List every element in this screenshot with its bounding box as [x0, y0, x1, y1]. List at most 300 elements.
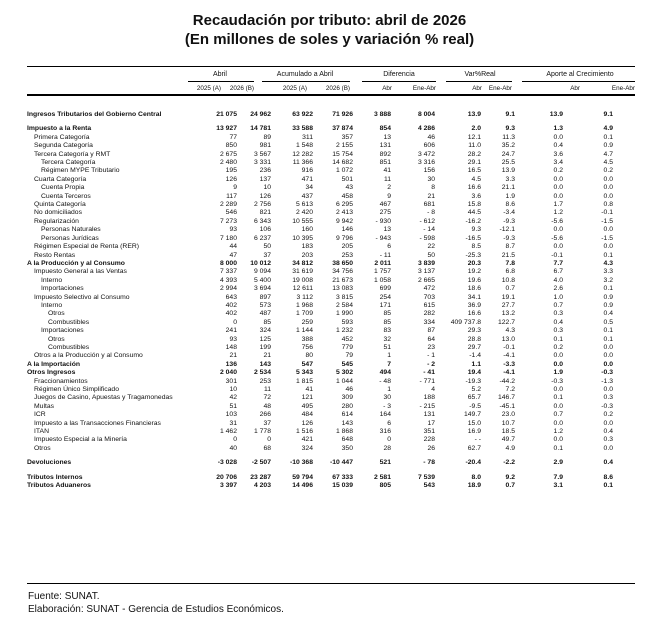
sub-header: Abr [472, 85, 482, 92]
cell-value: 7 539 [417, 473, 435, 481]
cell-value: 6 343 [253, 217, 271, 225]
cell-value: 3.1 [553, 482, 563, 490]
cell-value: 228 [423, 436, 435, 444]
cell-value: 14 682 [332, 159, 353, 167]
cell-value: 916 [301, 167, 313, 175]
cell-value: 253 [259, 377, 271, 385]
cell-value: - 215 [419, 402, 435, 410]
row-label: Multas [34, 402, 55, 410]
cell-value: -25.3 [465, 251, 481, 259]
sub-header: 2025 (A) [196, 85, 221, 92]
cell-value: 0.1 [553, 335, 563, 343]
cell-value: 821 [259, 209, 271, 217]
cell-value: -5.6 [551, 217, 563, 225]
cell-value: 467 [379, 201, 391, 209]
cell-value: 171 [379, 301, 391, 309]
cell-value: 0.0 [603, 444, 613, 452]
cell-value: 9.1 [603, 111, 613, 118]
cell-value: 15.0 [467, 419, 481, 427]
row-label: Primera Categoría [34, 133, 90, 141]
table-row [27, 201, 613, 209]
cell-value: 85 [383, 318, 391, 326]
cell-value: 10 395 [292, 234, 313, 242]
group-rule-diferencia [362, 81, 436, 82]
cell-value: 7.8 [505, 259, 515, 267]
cell-value: 0.0 [553, 184, 563, 192]
cell-value: 37 874 [332, 125, 353, 133]
cell-value: 79 [345, 352, 353, 360]
cell-value: 122.7 [497, 318, 515, 326]
cell-value: 494 [379, 369, 391, 377]
group-rule-var [446, 81, 512, 82]
cell-value: - 2 [427, 360, 435, 368]
cell-value: 0.0 [553, 226, 563, 234]
cell-value: 21 [263, 352, 271, 360]
row-label: Otros a la Producción y al Consumo [34, 352, 143, 360]
row-label: Otros Ingresos [27, 369, 76, 377]
cell-value: 15 754 [332, 150, 353, 158]
table-row [27, 285, 613, 293]
cell-value: 501 [341, 175, 353, 183]
cell-value: -10 368 [289, 459, 313, 467]
cell-value: 20.3 [467, 259, 481, 267]
cell-value: 1 516 [295, 428, 313, 436]
cell-value: 9 796 [335, 234, 353, 242]
cell-value: 3.4 [553, 159, 563, 167]
cell-value: 0.3 [553, 310, 563, 318]
cell-value: 67 333 [332, 473, 353, 481]
cell-value: - 598 [419, 234, 435, 242]
row-label: Devoluciones [27, 459, 72, 467]
cell-value: 241 [225, 327, 237, 335]
cell-value: -45.1 [499, 402, 515, 410]
cell-value: 11 [263, 386, 271, 393]
cell-value: 4.3 [603, 259, 613, 267]
cell-value: 7 180 [219, 234, 237, 242]
group-rule-aporte [522, 81, 635, 82]
cell-value: 19.6 [467, 276, 481, 284]
table-row [27, 327, 613, 335]
cell-value: 2 011 [374, 259, 391, 267]
cell-value: - 612 [419, 217, 435, 225]
cell-value: 21 [229, 352, 237, 360]
cell-value: 12 282 [292, 150, 313, 158]
cell-value: 421 [301, 436, 313, 444]
table-row [27, 193, 613, 201]
cell-value: 2 289 [219, 201, 237, 209]
cell-value: 87 [427, 327, 435, 335]
cell-value: 117 [226, 192, 237, 200]
cell-value: 59 794 [292, 473, 313, 481]
cell-value: 309 [341, 394, 353, 402]
row-label: Régimen Único Simplificado [34, 386, 119, 393]
cell-value: 545 [341, 360, 353, 368]
cell-value: 29.7 [467, 343, 481, 351]
row-label: Personas Jurídicas [41, 234, 99, 242]
cell-value: 648 [341, 436, 353, 444]
cell-value: 5 343 [295, 369, 313, 377]
cell-value: 3 472 [417, 150, 435, 158]
cell-value: 4 203 [253, 482, 271, 490]
table-row [27, 361, 613, 369]
cell-value: 13.9 [467, 111, 481, 118]
row-label: Impuesto General a las Ventas [34, 268, 127, 276]
cell-value: 0.0 [603, 243, 613, 251]
cell-value: 4.3 [505, 327, 515, 335]
cell-value: 593 [341, 318, 353, 326]
cell-value: 0.0 [603, 343, 613, 351]
cell-value: 41 [383, 167, 391, 175]
cell-value: 254 [379, 293, 391, 301]
cell-value: 131 [423, 411, 435, 419]
row-label: Regularización [34, 217, 79, 225]
cell-value: 316 [379, 428, 391, 436]
table-row [27, 344, 613, 352]
cell-value: 65.7 [467, 394, 481, 402]
cell-value: 0 [233, 436, 237, 444]
table-row [27, 134, 613, 142]
cell-value: 6 237 [253, 234, 271, 242]
cell-value: 3.2 [603, 276, 613, 284]
cell-value: 0.0 [553, 175, 563, 183]
cell-value: 0.0 [603, 184, 613, 192]
cell-value: 0.9 [603, 142, 613, 150]
cell-value: 7 337 [219, 268, 237, 276]
cell-value: 0.1 [603, 482, 613, 490]
cell-value: 0.7 [505, 285, 515, 293]
cell-value: 13.0 [501, 335, 515, 343]
cell-value: 1.7 [553, 201, 563, 209]
cell-value: 0.0 [553, 419, 563, 427]
cell-value: 0.4 [603, 459, 613, 467]
cell-value: 3 397 [219, 482, 237, 490]
table-row [27, 369, 613, 377]
row-label: Tercera Categoría [41, 159, 96, 167]
cell-value: 3.3 [603, 268, 613, 276]
row-label: Quinta Categoría [34, 201, 86, 209]
cell-value: 0.0 [603, 419, 613, 427]
cell-value: 40 [229, 444, 237, 452]
cell-value: 1 [387, 352, 391, 360]
cell-value: 4.9 [505, 444, 515, 452]
row-label: Juegos de Casino, Apuestas y Tragamonedas [34, 394, 173, 402]
table-row [27, 411, 613, 419]
cell-value: 472 [423, 285, 435, 293]
cell-value: -0.1 [601, 209, 613, 217]
table-row [27, 268, 613, 276]
cell-value: 203 [301, 251, 313, 259]
cell-value: 9.3 [505, 125, 515, 133]
cell-value: 28.2 [467, 150, 481, 158]
page-title: Recaudación por tributo: abril de 2026 [192, 12, 467, 29]
cell-value: 357 [341, 133, 353, 141]
cell-value: 17 [427, 419, 435, 427]
cell-value: 93 [229, 335, 237, 343]
group-rule-abril [188, 81, 254, 82]
cell-value: 2 756 [253, 201, 271, 209]
cell-value: 9.3 [471, 226, 481, 234]
cell-value: 0.0 [553, 192, 563, 200]
cell-value: -1.5 [601, 234, 613, 242]
cell-value: 1.2 [553, 428, 563, 436]
sub-header: Ene-Abr [412, 85, 436, 92]
sub-header: Abr [570, 85, 580, 92]
cell-value: 703 [423, 293, 435, 301]
page-subtitle: (En millones de soles y variación % real) [184, 31, 475, 48]
cell-value: 8.5 [471, 243, 481, 251]
cell-value: -44.2 [499, 377, 515, 385]
cell-value: 311 [302, 133, 313, 141]
cell-value: 0.4 [603, 428, 613, 436]
row-label: Importaciones [41, 327, 84, 335]
row-label: ICR [34, 411, 46, 419]
cell-value: 19.2 [467, 268, 481, 276]
cell-value: 1.9 [553, 369, 563, 377]
row-label: Personas Naturales [41, 226, 101, 234]
cell-value: 275 [379, 209, 391, 217]
cell-value: 143 [259, 360, 271, 368]
cell-value: - 48 [379, 377, 391, 385]
cell-value: 126 [259, 192, 271, 200]
cell-value: 350 [341, 444, 353, 452]
cell-value: 13 083 [332, 285, 353, 293]
cell-value: 2 413 [335, 209, 353, 217]
cell-value: 1 232 [335, 327, 353, 335]
cell-value: 0.0 [553, 386, 563, 393]
cell-value: 80 [305, 352, 313, 360]
cell-value: 452 [341, 335, 353, 343]
table-row [27, 459, 613, 467]
cell-value: 6 [387, 243, 391, 251]
cell-value: 1 [387, 386, 391, 393]
cell-value: 402 [225, 310, 237, 318]
cell-value: 547 [301, 360, 313, 368]
cell-value: 779 [341, 343, 353, 351]
cell-value: 0.5 [603, 318, 613, 326]
cell-value: 9 942 [335, 217, 353, 225]
cell-value: 125 [259, 335, 271, 343]
cell-value: - 14 [423, 226, 435, 234]
cell-value: 10.8 [501, 276, 515, 284]
cell-value: 21 075 [216, 111, 237, 118]
cell-value: 18.6 [467, 285, 481, 293]
cell-value: 34 756 [332, 268, 353, 276]
cell-value: 0.9 [603, 293, 613, 301]
cell-value: 681 [423, 201, 435, 209]
cell-value: -3.4 [503, 209, 515, 217]
cell-value: 149.7 [463, 411, 481, 419]
cell-value: 3 888 [373, 111, 391, 118]
cell-value: 33 588 [292, 125, 313, 133]
cell-value: 0.4 [603, 310, 613, 318]
row-label: Combustibles [48, 318, 90, 326]
cell-value: 26 [427, 444, 435, 452]
cell-value: 409 737.8 [450, 318, 481, 326]
cell-value: 854 [379, 125, 391, 133]
cell-value: 7.2 [505, 386, 515, 393]
cell-value: 77 [229, 133, 237, 141]
cell-value: 8 [431, 184, 435, 192]
cell-value: 89 [263, 133, 271, 141]
cell-value: 351 [423, 428, 435, 436]
cell-value: 0.0 [603, 175, 613, 183]
table-row [27, 167, 613, 175]
cell-value: 106 [259, 226, 271, 234]
cell-value: 13 [383, 133, 391, 141]
cell-value: 3.6 [553, 150, 563, 158]
cell-value: 12 611 [292, 285, 313, 293]
row-label: Impuesto Selectivo al Consumo [34, 293, 130, 301]
table-row [27, 319, 613, 327]
group-header-aporte: Aporte al Crecimiento [546, 71, 614, 78]
cell-value: 0.7 [553, 301, 563, 309]
table-row [27, 176, 613, 184]
cell-value: 30 [427, 175, 435, 183]
row-label: Otros [48, 310, 65, 318]
cell-value: 19.1 [501, 293, 515, 301]
cell-value: 28.8 [467, 335, 481, 343]
cell-value: 29.3 [467, 327, 481, 335]
cell-value: 51 [229, 402, 237, 410]
cell-value: 0.1 [553, 394, 563, 402]
cell-value: -4.1 [503, 369, 515, 377]
cell-value: 31 619 [292, 268, 313, 276]
cell-value: 0.0 [603, 226, 613, 234]
cell-value: 38 650 [332, 259, 353, 267]
cell-value: 0.2 [553, 167, 563, 175]
table-row [27, 125, 613, 133]
cell-value: 9 [387, 192, 391, 200]
table-row [27, 445, 613, 453]
cell-value: 27.7 [501, 301, 515, 309]
row-label: Tributos Internos [27, 473, 83, 481]
table-row [27, 352, 613, 360]
cell-value: 5 400 [253, 276, 271, 284]
cell-value: 24 962 [250, 111, 271, 118]
table-row [27, 252, 613, 260]
cell-value: 0.7 [505, 482, 515, 490]
cell-value: 10.7 [501, 419, 515, 427]
table-row [27, 260, 613, 268]
cell-value: 43 [345, 184, 353, 192]
row-label: Otros [34, 444, 51, 452]
cell-value: -1.5 [601, 217, 613, 225]
row-label: A la Importación [27, 360, 80, 368]
cell-value: 487 [259, 310, 271, 318]
cell-value: 32 [383, 335, 391, 343]
cell-value: 41 [305, 386, 313, 393]
cell-value: 34 [305, 184, 313, 192]
cell-value: -3 028 [217, 459, 237, 467]
cell-value: 0.3 [553, 327, 563, 335]
cell-value: 30 [383, 394, 391, 402]
cell-value: 8 004 [417, 111, 435, 118]
row-label: Interno [41, 301, 63, 309]
cell-value: 13 927 [216, 125, 237, 133]
cell-value: 1 990 [335, 310, 353, 318]
cell-value: 9.1 [505, 111, 515, 118]
cell-value: -9.3 [503, 234, 515, 242]
cell-value: 2 420 [295, 209, 313, 217]
cell-value: 11.3 [502, 133, 515, 141]
cell-value: 195 [225, 167, 237, 175]
cell-value: - 943 [375, 234, 391, 242]
cell-value: -3.3 [503, 360, 515, 368]
cell-value: 0.2 [553, 343, 563, 351]
cell-value: 4 286 [417, 125, 435, 133]
row-label: Impuesto a las Transacciones Financieras [34, 419, 161, 427]
cell-value: 29.1 [467, 159, 481, 167]
cell-value: 8.0 [471, 473, 481, 481]
cell-value: 10 [229, 386, 237, 393]
row-label: Interno [41, 276, 63, 284]
cell-value: 146.7 [497, 394, 515, 402]
cell-value: 6.7 [553, 268, 563, 276]
cell-value: 699 [379, 285, 391, 293]
sub-header: Abr [382, 85, 392, 92]
row-label: Tercera Categoría y RMT [34, 150, 111, 158]
cell-value: 22 [427, 243, 435, 251]
cell-value: 2 665 [417, 276, 435, 284]
cell-value: 0.1 [603, 327, 613, 335]
cell-value: 981 [259, 142, 271, 150]
cell-value: 3 137 [417, 268, 435, 276]
group-header-diferencia: Diferencia [383, 71, 415, 78]
cell-value: 0.0 [553, 243, 563, 251]
cell-value: 16.9 [467, 428, 481, 436]
cell-value: 9.2 [505, 473, 515, 481]
row-label: Régimen MYPE Tributario [41, 167, 120, 175]
cell-value: -16.2 [465, 217, 481, 225]
cell-value: 34 812 [292, 259, 313, 267]
cell-value: 282 [423, 310, 435, 318]
cell-value: 199 [259, 343, 271, 351]
cell-value: 805 [379, 482, 391, 490]
row-label: Ingresos Tributarios del Gobierno Central [27, 111, 162, 118]
cell-value: 23.0 [501, 411, 515, 419]
cell-value: 266 [259, 411, 271, 419]
cell-value: 85 [383, 310, 391, 318]
cell-value: 14 781 [250, 125, 271, 133]
table-row [27, 302, 613, 310]
cell-value: -1.4 [469, 352, 481, 360]
cell-value: 12.1 [467, 133, 481, 141]
table-row [27, 218, 613, 226]
cell-value: 2.0 [471, 125, 481, 133]
cell-value: 72 [263, 394, 271, 402]
cell-value: 28 [383, 444, 391, 452]
cell-value: 2 534 [253, 369, 271, 377]
cell-value: 7 273 [219, 217, 237, 225]
cell-value: 1 548 [295, 142, 313, 150]
cell-value: 0.1 [603, 251, 613, 259]
cell-value: 13.9 [501, 167, 515, 175]
cell-value: 1 778 [253, 428, 271, 436]
cell-value: 5.2 [471, 386, 481, 393]
cell-value: 2 994 [219, 285, 237, 293]
cell-value: 83 [383, 327, 391, 335]
cell-value: 4.9 [603, 125, 613, 133]
cell-value: 0.0 [553, 360, 563, 368]
cell-value: 0 [387, 436, 391, 444]
cell-value: 51 [383, 343, 391, 351]
cell-value: 4.5 [471, 175, 481, 183]
cell-value: 21.5 [501, 251, 515, 259]
cell-value: 21 [427, 192, 435, 200]
cell-value: 19.4 [467, 369, 481, 377]
table-row [27, 226, 613, 234]
cell-value: 42 [229, 394, 237, 402]
